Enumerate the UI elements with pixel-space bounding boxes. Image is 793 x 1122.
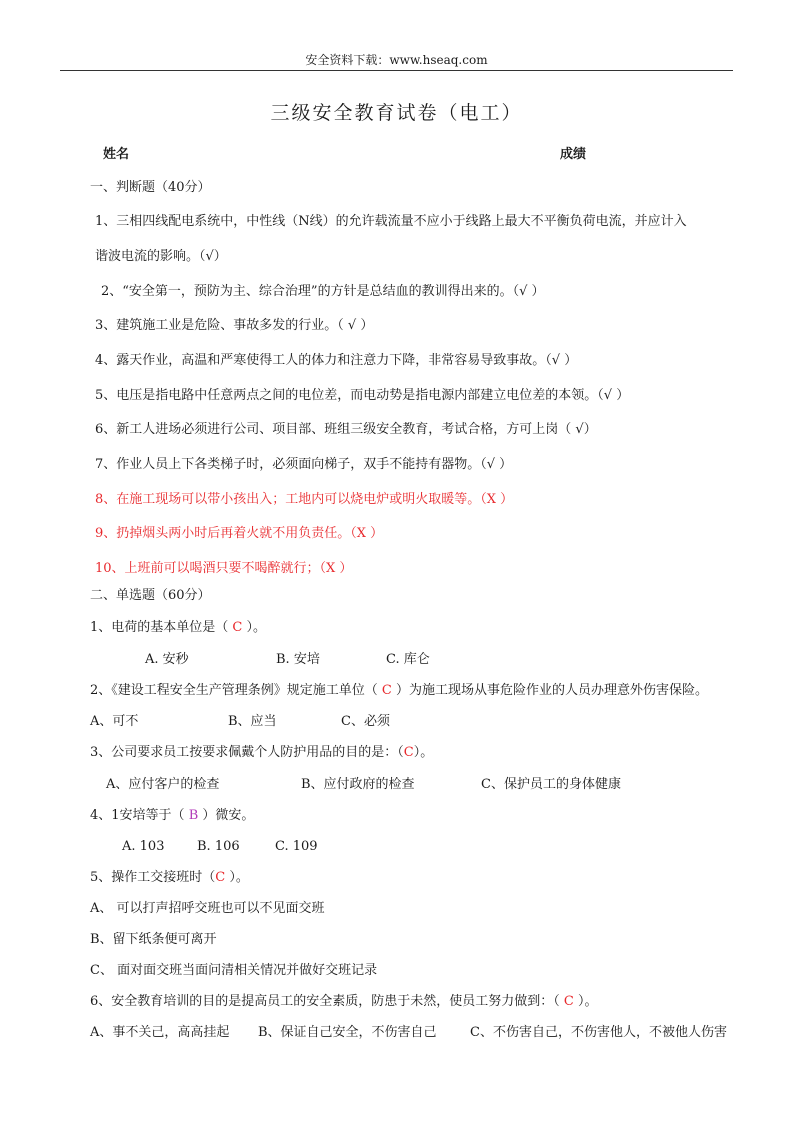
mc-question-6-option-a: A、事不关己，高高挂起 xyxy=(90,1025,230,1040)
tf-question-8: 8、在施工现场可以带小孩出入；工地内可以烧电炉或明火取暖等。（X ） xyxy=(95,492,514,507)
tf-question-6: 6、新工人进场必须进行公司、项目部、班组三级安全教育，考试合格，方可上岗（ √） xyxy=(95,422,597,437)
tf-question-1-line1: 1、三相四线配电系统中，中性线（N线）的允许载流量不应小于线路上最大不平衡负荷电流，并应计入 xyxy=(95,214,687,229)
mc-question-1-option-a: A. 安秒 xyxy=(145,652,189,667)
mc-question-4-option-a: A. 103 xyxy=(122,839,165,854)
mc-question-5-answer: C xyxy=(215,870,226,885)
mc-question-1-answer: C xyxy=(232,620,243,635)
tf-question-10: 10、上班前可以喝酒只要不喝醉就行；（X ） xyxy=(95,561,353,576)
mc-question-5-stem: 5、操作工交接班时（ xyxy=(90,870,216,885)
tf-question-5: 5、电压是指电路中任意两点之间的电位差，而电动势是指电源内部建立电位差的本领。（√ ） xyxy=(95,388,630,403)
mc-question-6-option-b: B、保证自己安全，不伤害自己 xyxy=(258,1025,437,1040)
mc-question-3-option-a: A、应付客户的检查 xyxy=(106,777,220,792)
mc-question-4-option-c: C. 109 xyxy=(275,839,318,854)
tf-question-7: 7、作业人员上下各类梯子时，必须面向梯子，双手不能持有器物。（√ ） xyxy=(95,457,513,472)
tf-question-9: 9、扔掉烟头两小时后再着火就不用负责任。（X ） xyxy=(95,526,384,541)
section2-heading: 二、单选题（60分） xyxy=(90,588,211,603)
mc-question-2-stem: 2、《建设工程安全生产管理条例》规定施工单位（ xyxy=(90,683,382,698)
mc-question-1 xyxy=(90,619,266,637)
mc-question-3-option-c: C、保护员工的身体健康 xyxy=(481,777,621,792)
tf-question-1-line2: 谐波电流的影响。（√） xyxy=(95,249,227,264)
mc-question-1-stem: 1、电荷的基本单位是（ xyxy=(90,620,233,635)
mc-question-6-stem: 6、安全教育培训的目的是提高员工的安全素质，防患于未然，使员工努力做到：（ xyxy=(90,994,564,1009)
header-divider xyxy=(60,70,733,71)
page-header: 安全资料下载：www.hseaq.com xyxy=(305,53,488,67)
mc-question-2-option-a: A、可不 xyxy=(90,714,139,729)
mc-question-4-stem: 4、1安培等于（ xyxy=(90,808,189,823)
mc-question-3-option-b: B、应付政府的检查 xyxy=(301,777,415,792)
mc-question-4-option-b: B. 106 xyxy=(197,839,240,854)
mc-question-5-tail: ）。 xyxy=(225,870,249,885)
mc-question-3-stem: 3、公司要求员工按要求佩戴个人防护用品的目的是：（ xyxy=(90,745,404,760)
mc-question-3 xyxy=(90,744,433,762)
mc-question-2-tail: ）为施工现场从事危险作业的人员办理意外伤害保险。 xyxy=(391,683,708,698)
mc-question-6-tail: ）。 xyxy=(573,994,598,1009)
mc-question-6 xyxy=(90,993,598,1011)
mc-question-5 xyxy=(90,869,249,887)
tf-question-2: 2、“安全第一，预防为主、综合治理”的方针是总结血的教训得出来的。（√ ） xyxy=(101,284,545,299)
mc-question-3-answer: C xyxy=(403,745,414,760)
mc-question-5-option-b: B、留下纸条便可离开 xyxy=(90,932,217,947)
mc-question-1-option-c: C. 库仑 xyxy=(386,652,430,667)
mc-question-2-option-c: C、必须 xyxy=(341,714,390,729)
mc-question-3-tail: ）。 xyxy=(413,745,434,760)
mc-question-6-answer: C xyxy=(563,994,574,1009)
mc-question-1-option-b: B. 安培 xyxy=(276,652,320,667)
page-title: 三级安全教育试卷（电工） xyxy=(270,102,523,124)
mc-question-5-option-c: C、 面对面交班当面问清相关情况并做好交班记录 xyxy=(90,963,378,978)
mc-question-2 xyxy=(90,682,708,700)
tf-question-3: 3、建筑施工业是危险、事故多发的行业。（ √ ） xyxy=(95,318,374,333)
mc-question-2-answer: C xyxy=(381,683,392,698)
mc-question-4-tail: ）微安。 xyxy=(198,808,255,823)
mc-question-6-option-c: C、不伤害自己，不伤害他人，不被他人伤害 xyxy=(470,1025,727,1040)
mc-question-2-option-b: B、应当 xyxy=(228,714,277,729)
tf-question-4: 4、露天作业，高温和严寒使得工人的体力和注意力下降，非常容易导致事故。（√ ） xyxy=(95,353,578,368)
mc-question-1-tail: ）。 xyxy=(242,620,266,635)
section1-heading: 一、判断题（40分） xyxy=(90,180,211,195)
mc-question-4 xyxy=(90,807,254,825)
name-label: 姓名 xyxy=(103,147,130,162)
mc-question-4-answer: B xyxy=(188,808,199,823)
score-label: 成绩 xyxy=(560,147,587,162)
mc-question-5-option-a: A、 可以打声招呼交班也可以不见面交班 xyxy=(90,901,325,916)
